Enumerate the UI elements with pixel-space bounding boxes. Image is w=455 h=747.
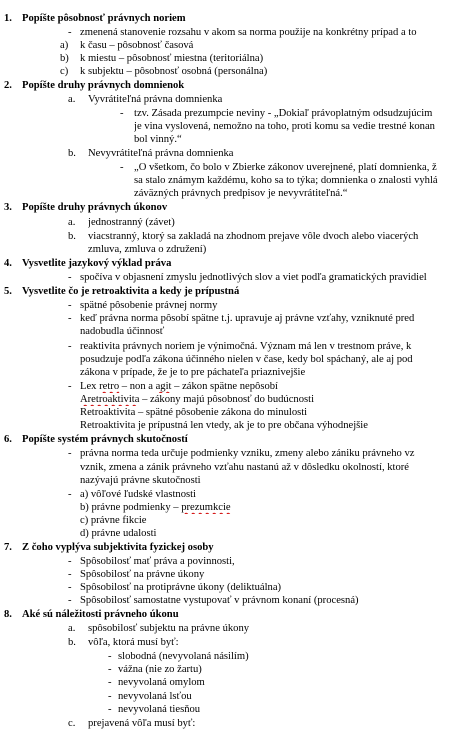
question-heading: Vysvetlite čo je retroaktivita a kedy je prípustná [22,286,240,297]
text-line: Nevyvrátiteľná právna domnienka [88,148,234,159]
text-line: spätné pôsobenie právnej normy [80,300,218,311]
line-marker: - [68,27,72,38]
question-heading: Aké sú náležitosti právneho úkonu [22,609,179,620]
text-line: sa stalo známym každému, koho sa to týka; domnienka o znalosti vyhlá [134,175,438,186]
text-line: posudzuje podľa zákona účinného nielen v čase, kedy bol spáchaný, ale aj pod [80,354,413,365]
text-line: b) právne podmienky – prezumkcie [80,502,231,513]
line-marker: b. [68,231,76,242]
text-line: prejavená vôľa musí byť: [88,718,196,729]
text-line: Lex retro – non a agit – zákon spätne nepôsobí [80,381,279,392]
line-marker: 4. [4,258,12,269]
question-heading: Popíšte druhy právnych domnienok [22,80,185,91]
line-marker: a. [68,217,76,228]
line-marker: - [68,313,72,324]
text-line: právna norma teda určuje podmienky vzniku, zmeny alebo zániku právneho vz [80,448,415,459]
text-line: a) vôľové ľudské vlastnosti [80,489,196,500]
line-marker: - [108,704,112,715]
line-marker: - [68,582,72,593]
text-line: d) právne udalosti [80,528,157,539]
text-line: Vyvrátiteľná právna domnienka [88,94,223,105]
text-line: k miestu – pôsobnosť miestna (teritoriálna) [80,53,264,64]
text-line: keď právna norma pôsobí spätne t.j. upravuje aj právne vzťahy, vzniknuté pred [80,313,415,324]
text-line: je vina vyslovená, nemožno na toho, proti komu sa vedie trestné konan [134,121,435,132]
text-line: vôľa, ktorá musí byť: [88,637,179,648]
line-marker: - [108,677,112,688]
text-line: Spôsobilosť na protiprávne úkony (deliktuálna) [80,582,282,593]
question-heading: Popíšte pôsobnosť právnych noriem [22,13,186,24]
line-marker: - [120,108,124,119]
line-marker: - [108,651,112,662]
line-marker: 8. [4,609,12,620]
line-marker: - [68,341,72,352]
line-marker: - [68,556,72,567]
text-line: reaktivita právnych noriem je výnimočná. Význam má len v trestnom práve, k [80,341,412,352]
line-marker: 5. [4,286,12,297]
text-line: viacstranný, ktorý sa zakladá na zhodnom prejave vôle dvoch alebo viacerých [88,231,419,242]
line-marker: - [108,691,112,702]
text-line: vážna (nie zo žartu) [118,664,202,675]
text-line: bol vinný.“ [134,134,182,145]
text-line: zmenená stanovenie rozsahu v akom sa norma použije na konkrétny prípad a to [80,27,417,38]
text-line: nevyvolaná lsťou [118,691,192,702]
spellcheck-underline: prezumkcie [181,502,231,513]
text-line: k času – pôsobnosť časová [80,40,194,51]
text-line: spôsobilosť subjektu na právne úkony [88,623,250,634]
line-marker: b. [68,637,76,648]
line-marker: - [68,569,72,580]
question-heading: Popíšte systém právnych skutočností [22,434,188,445]
text-line: jednostranný (závet) [88,217,175,228]
spellcheck-underline: Aretroaktivita [80,394,140,405]
line-marker: - [68,448,72,459]
text-line: Aretroaktivita – zákony majú pôsobnosť do budúcnosti [80,394,315,405]
text-line: nazývajú právne skutočnosti [80,475,201,486]
line-marker: b) [60,53,69,64]
text-line: Spôsobilosť samostatne vystupovať v právnom konaní (procesná) [80,595,359,606]
text-line: Retroaktivita je prípustná len vtedy, ak je to pre občana výhodnejšie [80,420,368,431]
line-marker: 1. [4,13,12,24]
line-marker: 2. [4,80,12,91]
line-marker: - [68,381,72,392]
line-marker: a. [68,623,76,634]
line-marker: 7. [4,542,12,553]
text-line: k subjektu – pôsobnosť osobná (personálna) [80,66,268,77]
text-line: „O všetkom, čo bolo v Zbierke zákonov uverejnené, platí domnienka, ž [134,162,437,173]
line-marker: b. [68,148,76,159]
text-line: spočíva v objasnení zmyslu jednotlivých slov a viet podľa gramatických pravidiel [80,272,427,283]
line-marker: c. [68,718,76,729]
text-line: tzv. Zásada prezumpcie neviny - „Dokiaľ právoplatným odsudzujúcim [134,108,433,119]
line-marker: c) [60,66,69,77]
text-line: slobodná (nevyvolaná násilím) [118,651,249,662]
text-line: zákona v prípade, že je to pre páchateľa priaznivejšie [80,367,306,378]
text-line: zmluva, zmluva o združení) [88,244,207,255]
text-line: Spôsobilosť na právne úkony [80,569,205,580]
text-line: záväzných právnych predpisov je nevyvrátiteľná.“ [134,188,348,199]
line-marker: 6. [4,434,12,445]
text-line: Spôsobilosť mať práva a povinnosti, [80,556,235,567]
spellcheck-underline: retro [99,381,120,392]
question-heading: Popíšte druhy právnych úkonov [22,202,168,213]
line-marker: 3. [4,202,12,213]
text-line: Retroaktivita – spätné pôsobenie zákona do minulosti [80,407,308,418]
text-line: c) právne fikcie [80,515,147,526]
line-marker: - [68,489,72,500]
line-marker: - [108,664,112,675]
question-heading: Z čoho vyplýva subjektivita fyzickej osoby [22,542,214,553]
spellcheck-underline: agit [155,381,172,392]
line-marker: a. [68,94,76,105]
line-marker: - [68,595,72,606]
text-line: nevyvolaná omylom [118,677,205,688]
line-marker: a) [60,40,69,51]
line-marker: - [120,162,124,173]
text-line: nadobudla účinnosť [80,326,165,337]
text-line: nevyvolaná tiesňou [118,704,201,715]
line-marker: - [68,272,72,283]
text-line: vznik, zmena a zánik právneho vzťahu nastanú až v dôsledku okolností, ktoré [80,462,410,473]
question-heading: Vysvetlite jazykový výklad práva [22,258,172,269]
line-marker: - [68,300,72,311]
